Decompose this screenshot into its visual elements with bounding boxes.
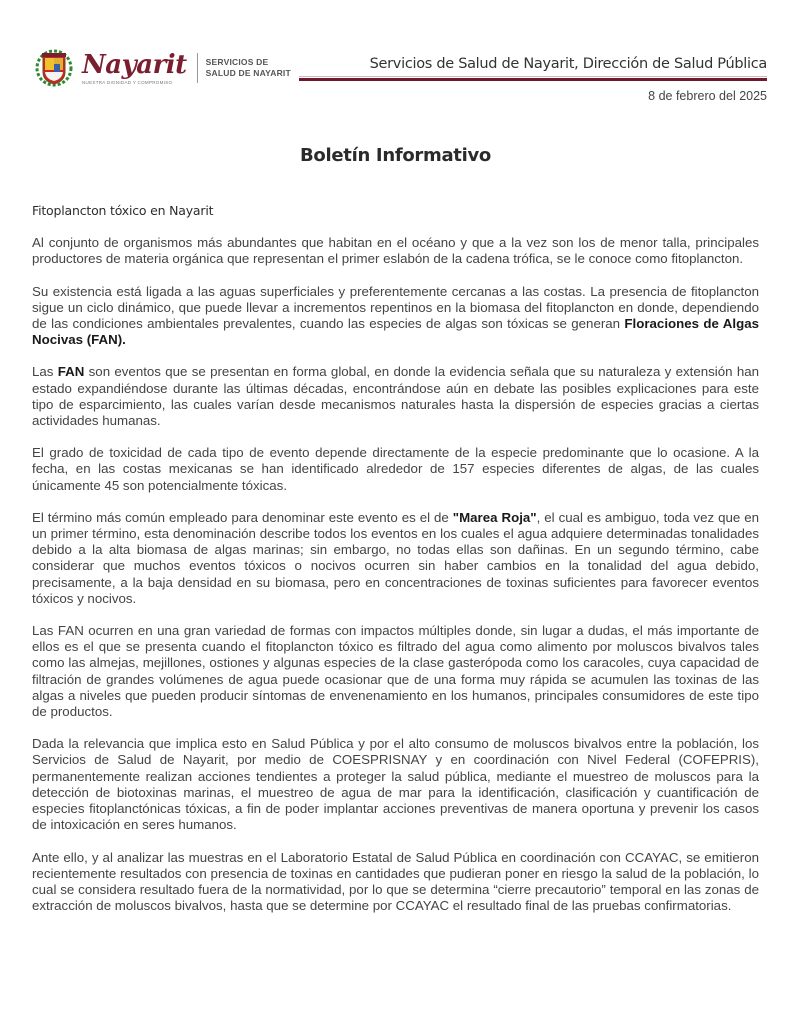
paragraph-3-bold: FAN: [57, 364, 85, 380]
paragraph-2-bold: Floraciones de Algas Nocivas (FAN).: [32, 316, 759, 348]
document-body: [32, 203, 759, 930]
paragraph-2-text: Su existencia está ligada a las aguas superficiales y preferentemente cercanas a las costas. La presencia de fitoplancton sigue un ciclo dinámico, que puede llevar a incrementos repentinos en la biomasa del fitoplancton en donde, dependiendo de las condiciones ambientales prevalentes, cuando las especies de algas son tóxicas se generan: [32, 283, 759, 332]
section-heading: Fitoplancton tóxico en Nayarit: [32, 203, 214, 218]
logo-wordmark: Nayarit: [82, 49, 187, 80]
coat-of-arms-icon: [34, 48, 74, 88]
org-name-line1: SERVICIOS DE: [205, 57, 269, 67]
header-rule: [299, 78, 767, 81]
header-title: Servicios de Salud de Nayarit, Dirección de Salud Pública: [369, 56, 767, 72]
paragraph-6: Las FAN ocurren en una gran variedad de formas con impactos múltiples donde, sin lugar a dudas, el más importante de ellos es el que se presenta cuando el fitoplancton tóxico es filtrado del agua como alimento por moluscos bivalvos tales como las almejas, mejillones, ostiones y algunas especies de la clase gasterópoda como los caracoles, cuya capacidad de filtración de grandes volúmenes de agua puede ocasionar que de una forma muy rápida se acumulen las toxinas de las algas a niveles que pueden producir síntomas de envenenamiento en los humanos, principales consumidores de este tipo de productos.: [32, 623, 759, 720]
paragraph-5: [32, 510, 759, 607]
letterhead: [0, 0, 791, 120]
document-title: Boletín Informativo: [300, 145, 491, 166]
paragraph-1: Al conjunto de organismos más abundantes que habitan en el océano y que a la vez son los de menor talla, principales productores de materia orgánica que representan el primer eslabón de la cadena trófica, se le conoce como fitoplancton.: [32, 235, 759, 267]
paragraph-8: Ante ello, y al analizar las muestras en el Laboratorio Estatal de Salud Pública en coordinación con CCAYAC, se emitieron recientemente resultados con presencia de toxinas en cantidades que pudieran poner en riesgo la salud de la población, lo cual se considera resultado fuera de la normatividad, por lo que se determina “cierre precautorio” temporal en las zonas de extracción de moluscos bivalvos, hasta que se determine por CCAYAC el resultado final de las pruebas confirmatorias.: [32, 849, 759, 914]
paragraph-4: El grado de toxicidad de cada tipo de evento depende directamente de la especie predominante que lo ocasione. A la fecha, en las costas mexicanas se han identificado alrededor de 157 especies diferentes de algas, de las cuales únicamente 45 son potencialmente tóxicas.: [32, 445, 759, 493]
logo-tagline: NUESTRA DIGNIDAD Y COMPROMISO: [82, 79, 173, 85]
paragraph-5-text: , el cual es ambiguo, toda vez que en un primer término, esta denominación describe todos los eventos en los cuales el agua adquiere determinadas tonalidades debido a la alta biomasa de algas marinas; sin embargo, no todas ellas son dañinas. En un segundo término, cabe considerar que muchos eventos tóxicos o nocivos ocurren sin haber cambios en la tonalidad del agua debido, precisamente, a la baja densidad en su biomasa, pero en concentraciones de toxinas suficientes para favorecer eventos tóxicos y nocivos.: [32, 509, 759, 606]
paragraph-5-pre: El término más común empleado para denominar este evento es el de: [32, 509, 453, 525]
paragraph-5-bold: "Marea Roja": [452, 509, 537, 525]
logo-divider: [197, 53, 198, 83]
paragraph-3: [32, 364, 759, 429]
header-rule-light: [299, 76, 767, 77]
paragraph-3-pre: Las: [32, 364, 58, 380]
org-name: [206, 57, 291, 79]
paragraph-3-text: son eventos que se presentan en forma global, en donde la evidencia señala que su naturaleza y extensión han estado expandiéndose durante las últimas décadas, encontrándose aún en debate las posibles explicaciones para este tipo de esparcimiento, las cuales varían desde mecanismos naturales hasta la dispersión de especies gracias a ciertas actividades humanas.: [32, 364, 759, 429]
paragraph-2: [32, 284, 759, 349]
paragraph-7: Dada la relevancia que implica esto en Salud Pública y por el alto consumo de moluscos bivalvos entre la población, los Servicios de Salud de Nayarit, por medio de COESPRISNAY y en coordinación con Nivel Federal (COFEPRIS), permanentemente realizan acciones tendientes a proteger la salud pública, mediante el muestreo de moluscos para la detección de biotoxinas marinas, el muestreo de agua de mar para la identificación, clasificación y cuantificación de especies fitoplanctónicas tóxicas, a fin de poder implantar acciones preventivas de manera oportuna y prevenir los casos de intoxicación en seres humanos.: [32, 736, 759, 833]
header-date: 8 de febrero del 2025: [648, 89, 767, 103]
org-name-line2: SALUD DE NAYARIT: [205, 68, 291, 78]
logo-block: [34, 48, 291, 88]
